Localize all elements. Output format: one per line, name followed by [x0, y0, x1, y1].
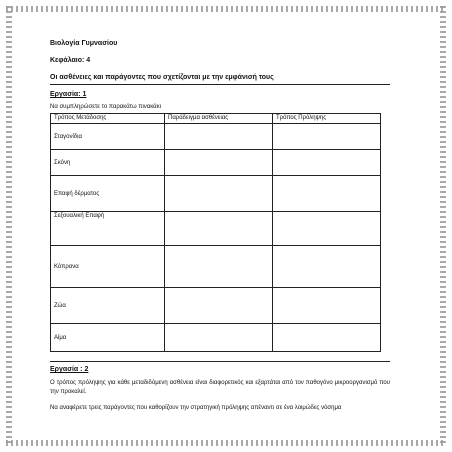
table-header-row [51, 114, 381, 124]
subject-title: Βιολογία Γυμνασίου [50, 40, 118, 47]
answer-cell[interactable] [273, 150, 381, 176]
column-header-transmission: Τρόπος Μετάδοσης [51, 114, 165, 124]
answer-cell[interactable] [273, 246, 381, 288]
table-row [51, 288, 381, 324]
answer-cell[interactable] [273, 124, 381, 150]
column-header-example: Παράδειγμα ασθένειας [165, 114, 273, 124]
table-row [51, 176, 381, 212]
worksheet-content [50, 40, 390, 413]
row-label-feces: Κόπρανα [51, 246, 165, 288]
answer-cell[interactable] [165, 150, 273, 176]
task1-heading: Εργασία: 1 [50, 91, 87, 98]
answer-cell[interactable] [273, 176, 381, 212]
answer-cell[interactable] [165, 176, 273, 212]
row-label-sexual-contact: Σεξουαλική Επαφή [51, 212, 165, 246]
row-label-blood: Αίμα [51, 324, 165, 352]
column-header-prevention: Τρόπος Πρόληψης [273, 114, 381, 124]
task2-heading: Εργασία : 2 [50, 366, 89, 373]
row-label-dust: Σκόνη [51, 150, 165, 176]
table-row [51, 150, 381, 176]
answer-cell[interactable] [165, 246, 273, 288]
decorative-border-right [440, 6, 446, 446]
table-row [51, 124, 381, 150]
chapter-title: Κεφάλαιο: 4 [50, 57, 91, 64]
row-label-animals: Ζώα [51, 288, 165, 324]
topic-title: Οι ασθένειες και παράγοντες που σχετίζονται με την εμφάνισή τους [50, 74, 390, 85]
answer-cell[interactable] [165, 124, 273, 150]
table-row [51, 212, 381, 246]
decorative-border-bottom [6, 440, 446, 446]
row-label-droplets: Σταγονίδια [51, 124, 165, 150]
row-label-skin-contact: Επαφή δέρματος [51, 176, 165, 212]
table-row [51, 246, 381, 288]
task2-paragraph-1: Ο τρόπος πρόληψης για κάθε μεταδιδόμενη ασθένεια είναι διαφορετικός και εξαρτάται από τον παθογόνο μικροοργανισμό που την προκαλεί. [50, 380, 390, 395]
answer-cell[interactable] [165, 212, 273, 246]
answer-cell[interactable] [165, 288, 273, 324]
task1-instruction: Να συμπληρώσετε το παρακάτω πινακάκι [50, 104, 161, 110]
table-row [51, 324, 381, 352]
answer-cell[interactable] [273, 212, 381, 246]
decorative-border-left [6, 6, 12, 446]
answer-cell[interactable] [165, 324, 273, 352]
task2-paragraph-2: Να αναφέρετε τρεις παράγοντες που καθορίζουν την στρατηγική πρόληψης απέναντι σε ένα λοιμώδες νόσημα [50, 405, 342, 411]
decorative-border-top [6, 6, 446, 12]
answer-cell[interactable] [273, 288, 381, 324]
transmission-table [50, 113, 381, 352]
section-divider [50, 361, 390, 362]
answer-cell[interactable] [273, 324, 381, 352]
